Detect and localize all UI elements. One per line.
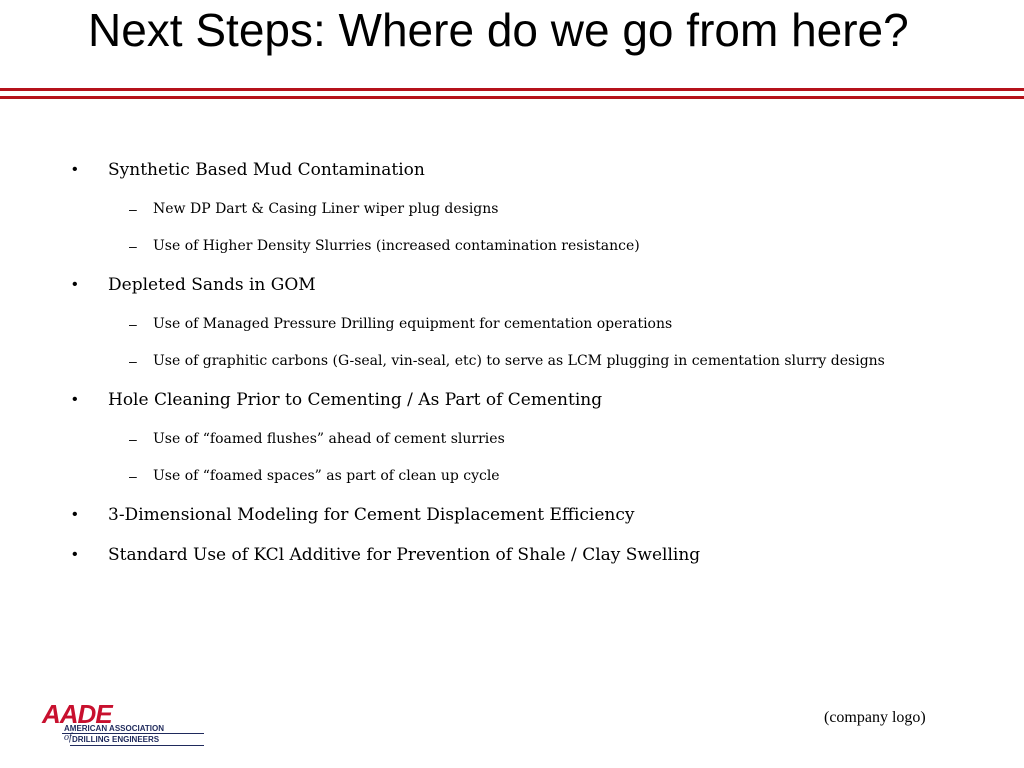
- sub-bullet-text: Use of graphitic carbons (G-seal, vin-seal, etc) to serve as LCM plugging in cementation slurry designs: [153, 353, 885, 369]
- sub-bullet-item: [129, 351, 885, 371]
- dash-marker: –: [129, 431, 137, 447]
- dash-marker: –: [129, 468, 137, 484]
- dash-marker: –: [129, 201, 137, 217]
- aade-logo-of: of: [64, 732, 72, 743]
- sub-bullet-item: [129, 466, 500, 486]
- slide-title: Next Steps: Where do we go from here?: [88, 4, 909, 56]
- bullet-marker: •: [72, 391, 78, 408]
- sub-bullet-item: [129, 236, 640, 256]
- aade-logo: [42, 699, 208, 746]
- bullet-text: Depleted Sands in GOM: [108, 275, 316, 295]
- aade-logo-line1: AMERICAN ASSOCIATION: [64, 724, 164, 733]
- bullet-item: [72, 504, 635, 526]
- bullet-marker: •: [72, 161, 78, 178]
- bullet-text: 3-Dimensional Modeling for Cement Displacement Efficiency: [108, 505, 635, 525]
- bullet-marker: •: [72, 546, 78, 563]
- dash-marker: –: [129, 316, 137, 332]
- sub-bullet-text: Use of “foamed flushes” ahead of cement slurries: [153, 431, 505, 447]
- dash-marker: –: [129, 238, 137, 254]
- company-logo-placeholder: (company logo): [824, 709, 926, 726]
- bullet-marker: •: [72, 276, 78, 293]
- sub-bullet-text: Use of Managed Pressure Drilling equipment for cementation operations: [153, 316, 673, 332]
- bullet-item: [72, 544, 701, 566]
- aade-logo-line2: DRILLING ENGINEERS: [72, 735, 160, 744]
- bullet-marker: •: [72, 506, 78, 523]
- aade-logo-rule-bottom: [70, 745, 204, 746]
- title-rule-top: [0, 88, 1024, 91]
- sub-bullet-item: [129, 429, 505, 449]
- aade-logo-letters: AADE: [42, 699, 112, 729]
- bullet-item: [72, 389, 603, 411]
- sub-bullet-item: [129, 199, 499, 219]
- sub-bullet-item: [129, 314, 673, 334]
- sub-bullet-text: Use of Higher Density Slurries (increased contamination resistance): [153, 238, 640, 254]
- sub-bullet-text: Use of “foamed spaces” as part of clean up cycle: [153, 468, 500, 484]
- bullet-item: [72, 274, 316, 296]
- sub-bullet-text: New DP Dart & Casing Liner wiper plug designs: [153, 201, 499, 217]
- bullet-text: Hole Cleaning Prior to Cementing / As Part of Cementing: [108, 390, 603, 410]
- bullet-item: [72, 159, 425, 181]
- bullet-text: Synthetic Based Mud Contamination: [108, 160, 425, 180]
- title-rule-bottom: [0, 96, 1024, 99]
- dash-marker: –: [129, 353, 137, 369]
- aade-logo-rule: [62, 733, 204, 734]
- bullet-text: Standard Use of KCl Additive for Prevention of Shale / Clay Swelling: [108, 545, 701, 565]
